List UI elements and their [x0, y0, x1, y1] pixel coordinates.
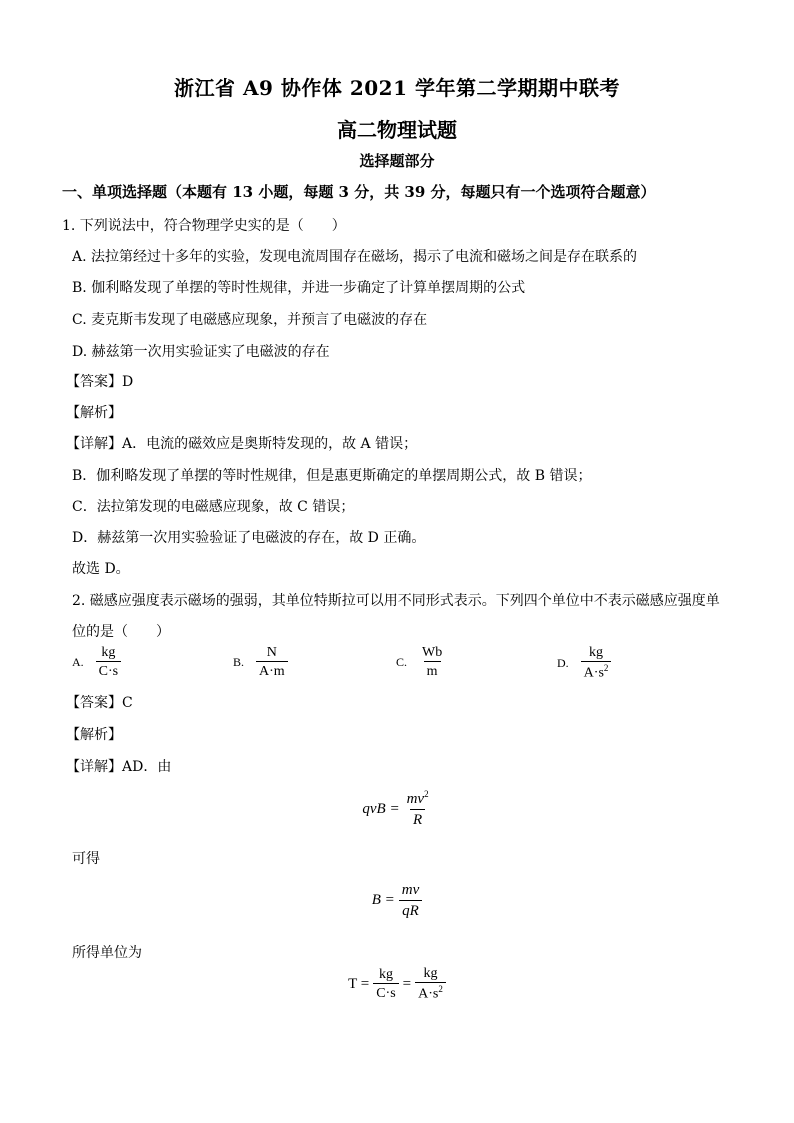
denominator-exponent: 2 — [603, 663, 609, 674]
q2-option-b — [233, 645, 288, 680]
q2-detail: 【详解】AD．由 — [66, 759, 172, 775]
equation-lorentz — [0, 790, 794, 828]
text-units: 所得单位为 — [72, 945, 142, 961]
q1-option-a: A. 法拉第经过十多年的实验，发现电流周围存在磁场，揭示了电流和磁场之间是存在联系的 — [72, 249, 638, 265]
fraction-numerator: N — [266, 645, 277, 660]
option-label: A. — [72, 654, 84, 669]
fraction-denominator: R — [410, 809, 425, 829]
equals-sign: = — [402, 975, 412, 992]
equation-lhs: B = — [371, 892, 395, 908]
equation-units — [0, 966, 794, 1002]
fraction-denominator — [581, 661, 612, 681]
q1-stem: 1. 下列说法中，符合物理学史实的是（ ） — [62, 218, 346, 234]
fraction-denominator: A·m — [256, 661, 288, 679]
q2-option-d — [557, 645, 611, 681]
fraction-denominator: C·s — [373, 983, 398, 1001]
equation-fraction-1 — [373, 967, 398, 1002]
fraction-denominator: m — [424, 661, 441, 679]
equation-fraction — [404, 790, 432, 828]
option-fraction — [256, 645, 288, 680]
q1-analysis: 【解析】 — [66, 405, 122, 421]
q1-answer: 【答案】D — [66, 374, 134, 390]
part-heading: 选择题部分 — [359, 152, 435, 170]
q2-answer: 【答案】C — [66, 695, 133, 711]
equation-b — [0, 882, 794, 919]
option-label: B. — [233, 654, 245, 669]
option-label: D. — [557, 655, 569, 670]
q2-analysis: 【解析】 — [66, 727, 122, 743]
fraction-numerator: kg — [101, 645, 116, 660]
option-fraction — [419, 645, 445, 680]
equation-fraction-2 — [415, 966, 446, 1002]
option-fraction — [581, 645, 612, 681]
denominator-base: A·s — [418, 987, 439, 1003]
option-fraction — [96, 645, 121, 680]
q1-option-b: B. 伽利略发现了单摆的等时性规律，并进一步确定了计算单摆周期的公式 — [72, 280, 526, 296]
numerator-base: mv — [406, 791, 425, 807]
q1-detail-d: D．赫兹第一次用实验验证了电磁波的存在，故 D 正确。 — [72, 530, 426, 546]
fraction-numerator: kg — [589, 645, 604, 660]
fraction-numerator — [404, 790, 432, 809]
fraction-numerator: kg — [423, 966, 438, 981]
fraction-denominator — [415, 982, 446, 1002]
fraction-denominator: C·s — [96, 661, 121, 679]
text-kede: 可得 — [72, 851, 100, 867]
denominator-exponent: 2 — [438, 984, 443, 995]
numerator-exponent: 2 — [424, 789, 429, 799]
fraction-numerator: mv — [401, 882, 420, 898]
q2-stem-line1: 2. 磁感应强度表示磁场的强弱，其单位特斯拉可以用不同形式表示。下列四个单位中不表示磁感应强度单 — [72, 593, 720, 609]
equation-lhs: T = — [348, 975, 370, 992]
fraction-numerator: kg — [378, 966, 393, 982]
q2-option-a — [72, 645, 121, 680]
denominator-base: A·s — [583, 666, 604, 682]
q2-stem-line2: 位的是（ ） — [72, 624, 170, 640]
q1-option-c: C. 麦克斯韦发现了电磁感应现象，并预言了电磁波的存在 — [72, 312, 428, 328]
equation-fraction — [399, 882, 423, 919]
option-label: C. — [396, 654, 408, 669]
q1-detail-c: C．法拉第发现的电磁感应现象，故 C 错误； — [72, 499, 355, 515]
q2-option-c — [396, 645, 445, 680]
section-heading: 一、单项选择题（本题有 13 小题，每题 3 分，共 39 分，每题只有一个选项符合题意） — [62, 183, 656, 201]
q1-conclusion: 故选 D。 — [72, 561, 130, 577]
q1-option-d: D. 赫兹第一次用实验证实了电磁波的存在 — [72, 344, 330, 360]
fraction-numerator: Wb — [422, 645, 443, 660]
page-title: 浙江省 A9 协作体 2021 学年第二学期期中联考 — [174, 76, 620, 100]
fraction-denominator: qR — [399, 900, 422, 920]
q1-detail-b: B．伽利略发现了单摆的等时性规律，但是惠更斯确定的单摆周期公式，故 B 错误； — [72, 468, 592, 484]
equation-lhs: qvB = — [362, 800, 400, 817]
q1-detail-a: 【详解】A．电流的磁效应是奥斯特发现的，故 A 错误； — [66, 436, 418, 452]
page-subtitle: 高二物理试题 — [337, 118, 457, 142]
